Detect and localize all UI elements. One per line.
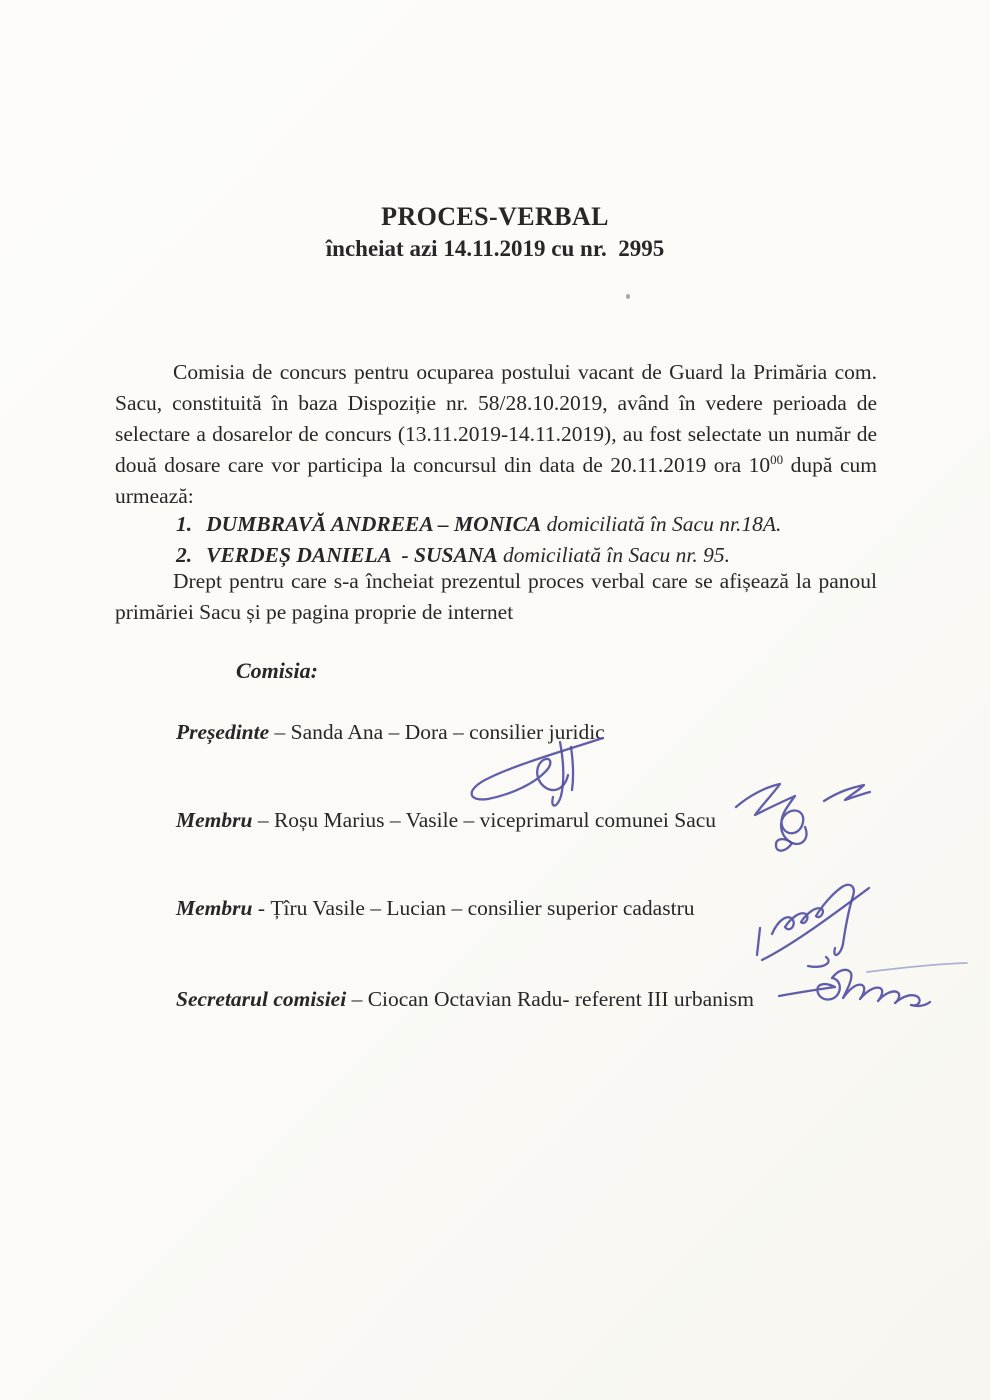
candidate-name: VERDEȘ DANIELA - SUSANA <box>206 543 498 567</box>
candidate-item <box>176 509 781 540</box>
committee-row-secretar <box>176 984 754 1014</box>
committee-member-text: – Ciocan Octavian Radu- referent III urbanism <box>346 987 754 1011</box>
committee-member-text: – Sanda Ana – Dora – consilier juridic <box>269 720 605 744</box>
candidate-details: domiciliată în Sacu nr. 95. <box>497 543 730 567</box>
committee-row-membru-2 <box>176 893 694 923</box>
hour-superscript: 00 <box>770 451 784 467</box>
candidate-number: 1. <box>176 512 193 536</box>
candidate-details: domiciliată în Sacu nr.18A. <box>541 512 782 536</box>
committee-heading: Comisia: <box>236 658 318 683</box>
closing-paragraph: Drept pentru care s-a încheiat prezentul proces verbal care se afișează la panoul primăriei Sacu și pe pagina proprie de internet <box>115 569 877 624</box>
committee-role: Membru <box>176 808 253 832</box>
committee-role: Președinte <box>176 720 270 744</box>
committee-member-text: – Roșu Marius – Vasile – viceprimarul comunei Sacu <box>252 808 717 832</box>
secretar-signature <box>775 950 975 1026</box>
intro-text-1: Comisia de concurs pentru ocuparea postului vacant de Guard la Primăria com. Sacu, constituită în baza Dispoziție nr. 58/28.10.2019, având în vedere perioada de selectare a dosarelor de concurs (13.11.2019-14.11.2019), au fost selectate un număr de două dosare care vor participa la concursul din data de 20.11.2019 ora 10 <box>115 360 877 477</box>
committee-row-membru-1 <box>176 805 716 835</box>
candidate-name: DUMBRAVĂ ANDREEA – MONICA <box>206 512 542 536</box>
committee-role: Secretarul comisiei <box>176 987 347 1011</box>
committee-member-text: - Țîru Vasile – Lucian – consilier superior cadastru <box>252 896 695 920</box>
committee-row-presedinte <box>176 717 605 747</box>
document-subtitle: încheiat azi 14.11.2019 cu nr. 2995 <box>325 236 665 261</box>
scan-speck <box>626 294 630 299</box>
candidate-list <box>176 509 781 571</box>
intro-text-2: după cum urmează: <box>115 453 877 508</box>
membru-viceprimar-signature <box>728 775 878 857</box>
intro-paragraph <box>115 357 877 512</box>
document-title: PROCES-VERBAL <box>381 202 609 231</box>
candidate-number: 2. <box>176 543 193 567</box>
committee-role: Membru <box>176 896 253 920</box>
membru-cadastru-signature <box>750 868 880 974</box>
